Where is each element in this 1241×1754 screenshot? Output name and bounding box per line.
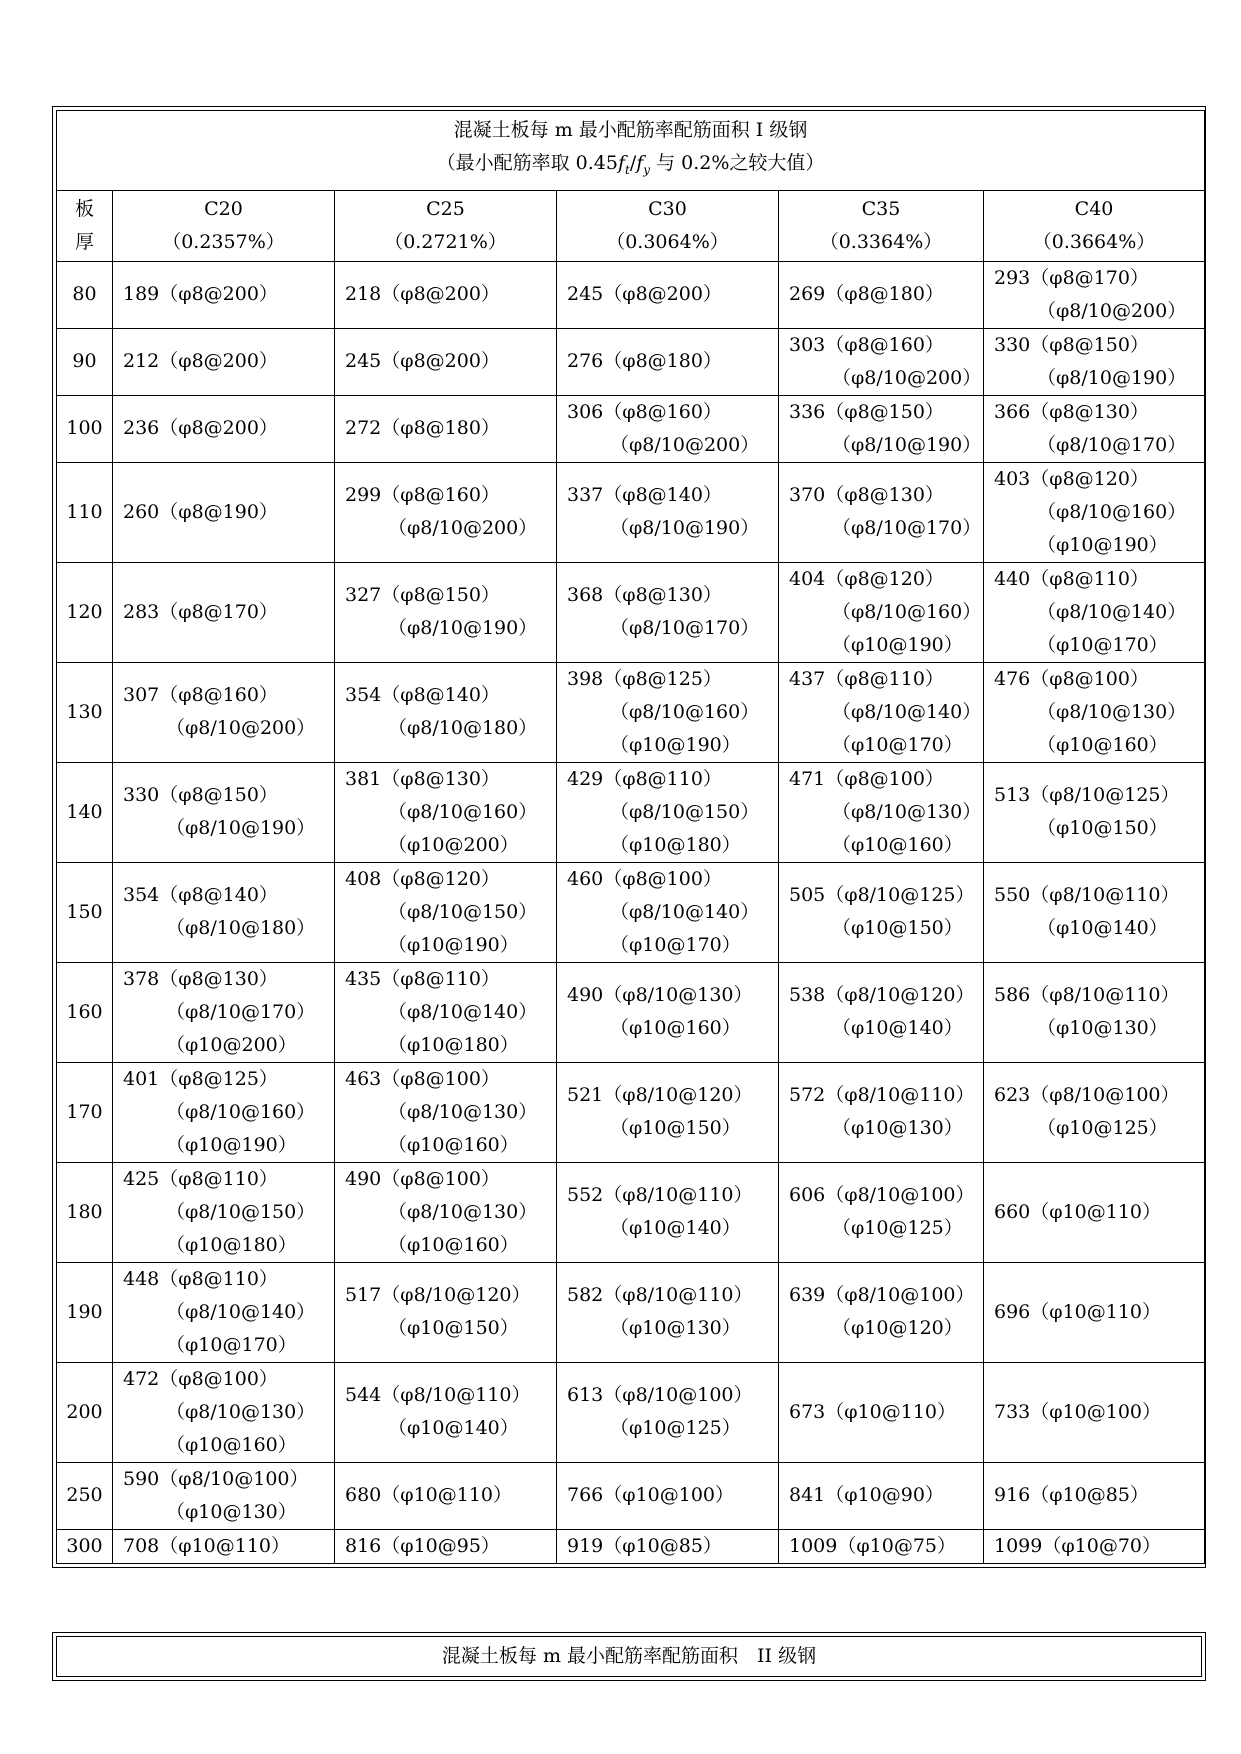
reinforcement-cell — [557, 562, 779, 662]
reinforcement-cell — [113, 261, 335, 328]
table-row — [57, 962, 1205, 1062]
reinforcement-line: （φ10@160） — [1037, 733, 1168, 756]
min-ratio: （0.3064%） — [606, 230, 729, 253]
reinforcement-line: 306（φ8@160） — [567, 400, 722, 423]
reinforcement-line: （φ8/10@160） — [610, 700, 760, 723]
reinforcement-line: （φ8/10@160） — [388, 800, 538, 823]
reinforcement-line: 330（φ8@150） — [994, 333, 1149, 356]
reinforcement-line: （φ8/10@150） — [166, 1200, 316, 1223]
reinforcement-cell — [335, 1162, 557, 1262]
reinforcement-cell — [113, 862, 335, 962]
thickness-cell: 190 — [57, 1262, 113, 1362]
reinforcement-line: 307（φ8@160） — [123, 684, 278, 707]
reinforcement-line: （φ8/10@130） — [388, 1100, 538, 1123]
reinforcement-cell — [779, 862, 984, 962]
reinforcement-line: （φ8/10@140） — [832, 700, 982, 723]
reinforcement-line: 544（φ8/10@110） — [345, 1384, 531, 1407]
reinforcement-cell — [984, 662, 1205, 762]
reinforcement-cell — [335, 328, 557, 395]
reinforcement-cell — [779, 1462, 984, 1529]
reinforcement-cell — [335, 462, 557, 562]
reinforcement-cell — [779, 562, 984, 662]
reinforcement-cell — [557, 1462, 779, 1529]
reinforcement-line: （φ10@190） — [1037, 533, 1168, 556]
reinforcement-line: （φ10@180） — [166, 1233, 297, 1256]
table-row — [57, 1529, 1205, 1563]
reinforcement-cell — [779, 1162, 984, 1262]
thickness-header-line: 厚 — [74, 230, 94, 253]
table-row — [57, 762, 1205, 862]
thickness-cell: 120 — [57, 562, 113, 662]
reinforcement-cell — [113, 1262, 335, 1362]
reinforcement-line: 269（φ8@180） — [789, 283, 944, 306]
reinforcement-line: 590（φ8/10@100） — [123, 1467, 309, 1490]
reinforcement-cell — [335, 862, 557, 962]
reinforcement-line: 660（φ10@110） — [994, 1200, 1162, 1223]
table-title-note — [57, 147, 1204, 187]
reinforcement-cell — [984, 562, 1205, 662]
reinforcement-cell — [984, 862, 1205, 962]
concrete-grade: C35 — [861, 197, 901, 220]
thickness-cell: 100 — [57, 395, 113, 462]
concrete-grade: C25 — [426, 197, 465, 220]
reinforcement-line: 366（φ8@130） — [994, 400, 1149, 423]
reinforcement-line: （φ8/10@150） — [610, 800, 760, 823]
reinforcement-cell — [984, 962, 1205, 1062]
reinforcement-line: 435（φ8@110） — [345, 967, 500, 990]
reinforcement-line: （φ8/10@170） — [832, 517, 982, 540]
reinforcement-line: （φ10@190） — [610, 733, 741, 756]
concrete-grade: C20 — [204, 197, 243, 220]
reinforcement-line: 1099（φ10@70） — [994, 1534, 1162, 1557]
reinforcement-line: 841（φ10@90） — [789, 1484, 944, 1507]
reinforcement-line: 354（φ8@140） — [345, 684, 500, 707]
reinforcement-line: 766（φ10@100） — [567, 1484, 735, 1507]
note-f1: f — [617, 152, 626, 174]
reinforcement-cell — [984, 1462, 1205, 1529]
reinforcement-line: 582（φ8/10@110） — [567, 1284, 753, 1307]
column-header-c25 — [335, 190, 557, 261]
table-title-row — [57, 1637, 1202, 1677]
thickness-header-line: 板 — [74, 197, 94, 220]
reinforcement-cell — [557, 1529, 779, 1563]
thickness-cell: 250 — [57, 1462, 113, 1529]
note-y: y — [643, 162, 651, 177]
reinforcement-cell — [557, 762, 779, 862]
reinforcement-table-grade-1 — [52, 106, 1206, 1568]
reinforcement-line: （φ10@170） — [166, 1333, 297, 1356]
reinforcement-cell — [984, 395, 1205, 462]
reinforcement-cell — [113, 662, 335, 762]
thickness-cell: 180 — [57, 1162, 113, 1262]
reinforcement-cell — [779, 1062, 984, 1162]
reinforcement-line: 517（φ8/10@120） — [345, 1284, 531, 1307]
reinforcement-line: （φ10@125） — [832, 1217, 963, 1240]
reinforcement-line: 330（φ8@150） — [123, 784, 278, 807]
reinforcement-line: 398（φ8@125） — [567, 667, 722, 690]
reinforcement-cell — [113, 1062, 335, 1162]
reinforcement-line: （φ8/10@190） — [388, 617, 538, 640]
reinforcement-cell — [984, 1062, 1205, 1162]
reinforcement-line: （φ8/10@130） — [388, 1200, 538, 1223]
thickness-cell: 140 — [57, 762, 113, 862]
reinforcement-cell — [984, 1529, 1205, 1563]
table-row — [57, 862, 1205, 962]
reinforcement-line: 299（φ8@160） — [345, 484, 500, 507]
reinforcement-cell — [113, 1529, 335, 1563]
reinforcement-line: （φ10@150） — [1037, 817, 1168, 840]
reinforcement-line: 613（φ8/10@100） — [567, 1384, 753, 1407]
reinforcement-line: 370（φ8@130） — [789, 484, 944, 507]
reinforcement-line: （φ10@160） — [610, 1017, 741, 1040]
reinforcement-cell — [113, 1462, 335, 1529]
reinforcement-cell — [557, 395, 779, 462]
reinforcement-cell — [335, 762, 557, 862]
reinforcement-line: 354（φ8@140） — [123, 884, 278, 907]
reinforcement-line: 538（φ8/10@120） — [789, 984, 975, 1007]
note-slash: / — [629, 152, 637, 174]
reinforcement-line: 460（φ8@100） — [567, 867, 722, 890]
reinforcement-cell — [779, 462, 984, 562]
reinforcement-line: 471（φ8@100） — [789, 767, 944, 790]
table-row — [57, 1362, 1205, 1462]
reinforcement-line: 572（φ8/10@110） — [789, 1084, 975, 1107]
reinforcement-line: 189（φ8@200） — [123, 283, 278, 306]
reinforcement-line: （φ8/10@190） — [166, 817, 316, 840]
reinforcement-line: 245（φ8@200） — [567, 283, 722, 306]
reinforcement-line: 276（φ8@180） — [567, 350, 722, 373]
reinforcement-line: （φ8/10@200） — [610, 433, 760, 456]
table-row — [57, 1462, 1205, 1529]
reinforcement-cell — [113, 462, 335, 562]
reinforcement-line: 490（φ8@100） — [345, 1167, 500, 1190]
reinforcement-line: （φ10@130） — [1037, 1017, 1168, 1040]
reinforcement-line: 429（φ8@110） — [567, 767, 722, 790]
reinforcement-cell — [113, 762, 335, 862]
reinforcement-line: （φ10@140） — [610, 1217, 741, 1240]
reinforcement-line: （φ10@130） — [166, 1500, 297, 1523]
reinforcement-line: 403（φ8@120） — [994, 467, 1149, 490]
reinforcement-line: 245（φ8@200） — [345, 350, 500, 373]
thickness-header — [57, 190, 113, 261]
reinforcement-line: （φ10@180） — [388, 1033, 519, 1056]
reinforcement-line: （φ10@190） — [388, 933, 519, 956]
reinforcement-line: 404（φ8@120） — [789, 567, 944, 590]
reinforcement-line: 476（φ8@100） — [994, 667, 1149, 690]
reinforcement-line: （φ10@140） — [832, 1017, 963, 1040]
reinforcement-line: 505（φ8/10@125） — [789, 884, 975, 907]
reinforcement-line: （φ10@200） — [166, 1033, 297, 1056]
reinforcement-line: （φ10@160） — [166, 1433, 297, 1456]
reinforcement-line: 381（φ8@130） — [345, 767, 500, 790]
reinforcement-line: 408（φ8@120） — [345, 867, 500, 890]
reinforcement-line: 733（φ10@100） — [994, 1400, 1162, 1423]
note-f2: f — [636, 152, 644, 174]
reinforcement-cell — [779, 328, 984, 395]
concrete-grade: C30 — [648, 197, 687, 220]
reinforcement-cell — [335, 1462, 557, 1529]
reinforcement-line: （φ8/10@190） — [610, 517, 760, 540]
reinforcement-line: （φ10@120） — [832, 1317, 963, 1340]
reinforcement-cell — [984, 462, 1205, 562]
header-row — [57, 190, 1205, 261]
thickness-cell: 200 — [57, 1362, 113, 1462]
reinforcement-cell — [335, 962, 557, 1062]
reinforcement-line: 378（φ8@130） — [123, 967, 278, 990]
thickness-cell: 170 — [57, 1062, 113, 1162]
reinforcement-line: 521（φ8/10@120） — [567, 1084, 753, 1107]
reinforcement-line: （φ8/10@150） — [388, 900, 538, 923]
reinforcement-line: 606（φ8/10@100） — [789, 1184, 975, 1207]
reinforcement-line: 236（φ8@200） — [123, 417, 278, 440]
reinforcement-cell — [779, 762, 984, 862]
reinforcement-line: （φ10@160） — [388, 1233, 519, 1256]
reinforcement-line: 401（φ8@125） — [123, 1067, 278, 1090]
reinforcement-cell — [335, 395, 557, 462]
reinforcement-cell — [335, 1529, 557, 1563]
reinforcement-cell — [557, 328, 779, 395]
reinforcement-cell — [113, 1162, 335, 1262]
reinforcement-line: （φ8/10@190） — [1037, 366, 1187, 389]
reinforcement-line: （φ8/10@200） — [166, 717, 316, 740]
reinforcement-line: 303（φ8@160） — [789, 333, 944, 356]
reinforcement-cell — [557, 1262, 779, 1362]
reinforcement-cell — [984, 1162, 1205, 1262]
table-row — [57, 261, 1205, 328]
reinforcement-cell — [984, 261, 1205, 328]
reinforcement-cell — [779, 662, 984, 762]
reinforcement-line: （φ10@130） — [832, 1117, 963, 1140]
note-suffix: 与 0.2%之较大值） — [650, 152, 825, 174]
reinforcement-line: （φ8/10@140） — [166, 1300, 316, 1323]
reinforcement-line: 513（φ8/10@125） — [994, 784, 1180, 807]
reinforcement-line: 293（φ8@170） — [994, 266, 1149, 289]
reinforcement-line: （φ10@140） — [388, 1417, 519, 1440]
table-row — [57, 1062, 1205, 1162]
min-ratio: （0.3664%） — [1032, 230, 1156, 253]
reinforcement-cell — [113, 962, 335, 1062]
reinforcement-line: （φ8/10@180） — [166, 917, 316, 940]
reinforcement-line: （φ8/10@190） — [832, 433, 982, 456]
reinforcement-line: 272（φ8@180） — [345, 417, 500, 440]
min-ratio: （0.2357%） — [162, 230, 285, 253]
reinforcement-line: （φ10@150） — [832, 917, 963, 940]
reinforcement-line: 327（φ8@150） — [345, 584, 500, 607]
reinforcement-cell — [335, 562, 557, 662]
reinforcement-line: （φ8/10@200） — [832, 366, 982, 389]
reinforcement-cell — [557, 662, 779, 762]
reinforcement-line: （φ10@170） — [832, 733, 963, 756]
note-ft — [617, 152, 630, 177]
table-title: 混凝土板每 m 最小配筋率配筋面积 II 级钢 — [57, 1637, 1202, 1677]
reinforcement-line: （φ8/10@160） — [1037, 500, 1187, 523]
reinforcement-line: 437（φ8@110） — [789, 667, 944, 690]
reinforcement-line: 552（φ8/10@110） — [567, 1184, 753, 1207]
reinforcement-line: 696（φ10@110） — [994, 1300, 1162, 1323]
thickness-cell: 90 — [57, 328, 113, 395]
reinforcement-cell — [779, 1529, 984, 1563]
reinforcement-line: （φ10@200） — [388, 833, 519, 856]
reinforcement-cell — [557, 462, 779, 562]
reinforcement-line: （φ10@150） — [610, 1117, 741, 1140]
reinforcement-line: （φ8/10@160） — [166, 1100, 316, 1123]
reinforcement-line: （φ8/10@170） — [610, 617, 760, 640]
reinforcement-cell — [779, 962, 984, 1062]
reinforcement-line: （φ10@170） — [1037, 633, 1168, 656]
reinforcement-line: （φ10@125） — [1037, 1117, 1168, 1140]
reinforcement-line: 336（φ8@150） — [789, 400, 944, 423]
reinforcement-line: （φ10@180） — [610, 833, 741, 856]
table-title-main: 混凝土板每 m 最小配筋率配筋面积 I 级钢 — [453, 119, 808, 141]
reinforcement-line: 472（φ8@100） — [123, 1367, 278, 1390]
reinforcement-line: （φ8/10@160） — [832, 600, 982, 623]
reinforcement-line: （φ8/10@170） — [166, 1000, 316, 1023]
reinforcement-line: 673（φ10@110） — [789, 1400, 957, 1423]
min-ratio: （0.3364%） — [819, 230, 943, 253]
reinforcement-cell — [335, 662, 557, 762]
concrete-grade: C40 — [1074, 197, 1114, 220]
thickness-cell: 160 — [57, 962, 113, 1062]
reinforcement-line: 448（φ8@110） — [123, 1267, 278, 1290]
note-prefix: （最小配筋率取 0.45 — [436, 152, 618, 174]
reinforcement-line: （φ10@160） — [832, 833, 963, 856]
reinforcement-line: 337（φ8@140） — [567, 484, 722, 507]
reinforcement-line: （φ8/10@130） — [1037, 700, 1187, 723]
column-header-c35 — [779, 190, 984, 261]
reinforcement-line: （φ10@130） — [610, 1317, 741, 1340]
reinforcement-cell — [984, 1362, 1205, 1462]
reinforcement-line: 283（φ8@170） — [123, 600, 278, 623]
reinforcement-line: （φ10@125） — [610, 1417, 741, 1440]
reinforcement-cell — [984, 762, 1205, 862]
thickness-cell: 110 — [57, 462, 113, 562]
reinforcement-line: （φ10@160） — [388, 1133, 519, 1156]
reinforcement-line: （φ8/10@200） — [388, 517, 538, 540]
reinforcement-line: 639（φ8/10@100） — [789, 1284, 975, 1307]
reinforcement-cell — [779, 1362, 984, 1462]
reinforcement-line: （φ8/10@180） — [388, 717, 538, 740]
table-row — [57, 328, 1205, 395]
thickness-cell: 80 — [57, 261, 113, 328]
reinforcement-cell — [113, 328, 335, 395]
table-row — [57, 662, 1205, 762]
reinforcement-line: 916（φ10@85） — [994, 1484, 1149, 1507]
reinforcement-cell — [335, 1262, 557, 1362]
reinforcement-line: 425（φ8@110） — [123, 1167, 278, 1190]
reinforcement-line: （φ10@190） — [832, 633, 963, 656]
reinforcement-cell — [779, 261, 984, 328]
reinforcement-line: （φ8/10@130） — [832, 800, 982, 823]
reinforcement-cell — [779, 395, 984, 462]
reinforcement-cell — [557, 1362, 779, 1462]
reinforcement-cell — [557, 862, 779, 962]
reinforcement-cell — [335, 261, 557, 328]
reinforcement-line: （φ8/10@140） — [610, 900, 760, 923]
min-ratio: （0.2721%） — [384, 230, 507, 253]
note-fy — [636, 152, 651, 177]
reinforcement-line: 260（φ8@190） — [123, 500, 278, 523]
thickness-cell: 130 — [57, 662, 113, 762]
table-row — [57, 462, 1205, 562]
reinforcement-line: （φ10@150） — [388, 1317, 519, 1340]
reinforcement-line: 919（φ10@85） — [567, 1534, 722, 1557]
table-title — [57, 111, 1205, 191]
reinforcement-cell — [557, 261, 779, 328]
column-header-c20 — [113, 190, 335, 261]
reinforcement-line: （φ10@140） — [1037, 917, 1168, 940]
table-row — [57, 1262, 1205, 1362]
reinforcement-cell — [984, 1262, 1205, 1362]
reinforcement-cell — [113, 1362, 335, 1462]
reinforcement-cell — [557, 962, 779, 1062]
reinforcement-cell — [113, 395, 335, 462]
thickness-cell: 150 — [57, 862, 113, 962]
reinforcement-line: （φ8/10@170） — [1037, 433, 1187, 456]
reinforcement-line: （φ8/10@140） — [388, 1000, 538, 1023]
reinforcement-line: （φ8/10@140） — [1037, 600, 1187, 623]
reinforcement-cell — [557, 1062, 779, 1162]
reinforcement-line: （φ10@190） — [166, 1133, 297, 1156]
reinforcement-line: 1009（φ10@75） — [789, 1534, 957, 1557]
reinforcement-line: 218（φ8@200） — [345, 283, 500, 306]
note-t: t — [625, 162, 630, 177]
reinforcement-line: 708（φ10@110） — [123, 1534, 291, 1557]
table-row — [57, 1162, 1205, 1262]
reinforcement-line: 623（φ8/10@100） — [994, 1084, 1180, 1107]
reinforcement-cell — [557, 1162, 779, 1262]
column-header-c40 — [984, 190, 1205, 261]
reinforcement-line: 816（φ10@95） — [345, 1534, 500, 1557]
table-title-row — [57, 111, 1205, 191]
reinforcement-cell — [113, 562, 335, 662]
table-row — [57, 395, 1205, 462]
reinforcement-table-grade-2 — [52, 1632, 1206, 1681]
reinforcement-line: （φ8/10@200） — [1037, 299, 1187, 322]
reinforcement-line: 680（φ10@110） — [345, 1484, 513, 1507]
reinforcement-cell — [335, 1362, 557, 1462]
table-row — [57, 562, 1205, 662]
reinforcement-cell — [779, 1262, 984, 1362]
reinforcement-line: 463（φ8@100） — [345, 1067, 500, 1090]
reinforcement-line: 440（φ8@110） — [994, 567, 1149, 590]
reinforcement-line: （φ10@170） — [610, 933, 741, 956]
column-header-c30 — [557, 190, 779, 261]
thickness-cell: 300 — [57, 1529, 113, 1563]
reinforcement-line: （φ8/10@130） — [166, 1400, 316, 1423]
reinforcement-line: 586（φ8/10@110） — [994, 984, 1180, 1007]
reinforcement-line: 212（φ8@200） — [123, 350, 278, 373]
reinforcement-line: 368（φ8@130） — [567, 584, 722, 607]
reinforcement-line: 490（φ8/10@130） — [567, 984, 753, 1007]
reinforcement-line: 550（φ8/10@110） — [994, 884, 1180, 907]
reinforcement-cell — [335, 1062, 557, 1162]
reinforcement-cell — [984, 328, 1205, 395]
